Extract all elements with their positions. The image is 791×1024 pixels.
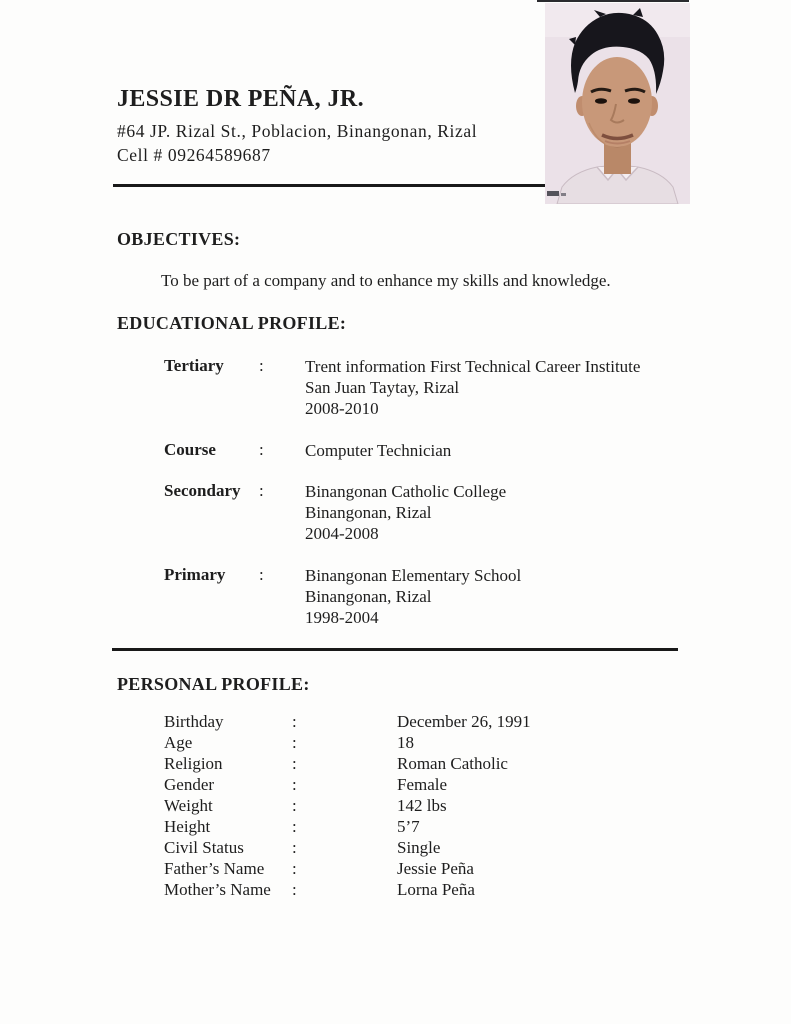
edu-label: Primary	[164, 565, 226, 584]
edu-lines	[305, 440, 451, 461]
section-heading-education: EDUCATIONAL PROFILE:	[117, 313, 347, 333]
personal-label: Civil Status	[164, 838, 244, 857]
personal-row-gender	[0, 775, 791, 796]
id-photo	[545, 3, 690, 204]
personal-label: Religion	[164, 754, 223, 773]
section-heading-personal: PERSONAL PROFILE:	[117, 674, 310, 694]
edu-lines	[305, 356, 640, 419]
personal-row-weight	[0, 796, 791, 817]
edu-line: Trent information First Technical Career Institute	[305, 357, 641, 376]
personal-row-civil-status	[0, 838, 791, 859]
personal-value: Roman Catholic	[397, 754, 508, 773]
resume-phone: Cell # 09264589687	[117, 145, 271, 165]
personal-colon: :	[292, 880, 297, 899]
personal-colon: :	[292, 712, 297, 731]
personal-colon: :	[292, 775, 297, 794]
personal-value: 142 lbs	[397, 796, 447, 815]
personal-label: Weight	[164, 796, 213, 815]
edu-line: 2004-2008	[305, 524, 379, 543]
resume-name: JESSIE DR PEÑA, JR.	[117, 86, 364, 112]
edu-line: Computer Technician	[305, 441, 452, 460]
edu-line: Binangonan, Rizal	[305, 587, 432, 606]
personal-value: 18	[397, 733, 414, 752]
personal-value: Single	[397, 838, 441, 857]
personal-label: Mother’s Name	[164, 880, 271, 899]
edu-colon: :	[259, 356, 264, 375]
edu-colon: :	[259, 565, 264, 584]
edu-label: Secondary	[164, 481, 241, 500]
edu-line: 2008-2010	[305, 399, 379, 418]
personal-row-birthday	[0, 712, 791, 733]
personal-colon: :	[292, 733, 297, 752]
edu-line: Binangonan Catholic College	[305, 482, 507, 501]
personal-label: Birthday	[164, 712, 224, 731]
personal-label: Age	[164, 733, 193, 752]
header-rule	[113, 184, 548, 187]
personal-value: Jessie Peña	[397, 859, 474, 878]
personal-row-height	[0, 817, 791, 838]
edu-lines	[305, 565, 521, 628]
personal-value: Female	[397, 775, 448, 794]
personal-row-religion	[0, 754, 791, 775]
edu-line: 1998-2004	[305, 608, 379, 627]
edu-colon: :	[259, 481, 264, 500]
personal-row-father-name	[0, 859, 791, 880]
personal-colon: :	[292, 817, 297, 836]
personal-colon: :	[292, 859, 297, 878]
personal-colon: :	[292, 754, 297, 773]
personal-value: December 26, 1991	[397, 712, 531, 731]
personal-label: Father’s Name	[164, 859, 265, 878]
edu-line: Binangonan Elementary School	[305, 566, 522, 585]
personal-row-age	[0, 733, 791, 754]
section-heading-objectives: OBJECTIVES:	[117, 229, 241, 249]
resume-address: #64 JP. Rizal St., Poblacion, Binangonan, Rizal	[117, 121, 478, 141]
edu-lines	[305, 481, 506, 544]
personal-row-mother-name	[0, 880, 791, 901]
edu-label: Course	[164, 440, 216, 459]
section-divider-rule	[112, 648, 678, 651]
edu-colon: :	[259, 440, 264, 459]
edu-label: Tertiary	[164, 356, 224, 375]
personal-label: Gender	[164, 775, 215, 794]
personal-colon: :	[292, 796, 297, 815]
edu-line: Binangonan, Rizal	[305, 503, 432, 522]
id-photo-illustration	[545, 3, 690, 204]
personal-value: Lorna Peña	[397, 880, 475, 899]
personal-value: 5’7	[397, 817, 420, 836]
scan-artifact-line	[537, 0, 689, 2]
objective-text: To be part of a company and to enhance my skills and knowledge.	[161, 271, 611, 290]
edu-line: San Juan Taytay, Rizal	[305, 378, 460, 397]
personal-colon: :	[292, 838, 297, 857]
personal-label: Height	[164, 817, 211, 836]
